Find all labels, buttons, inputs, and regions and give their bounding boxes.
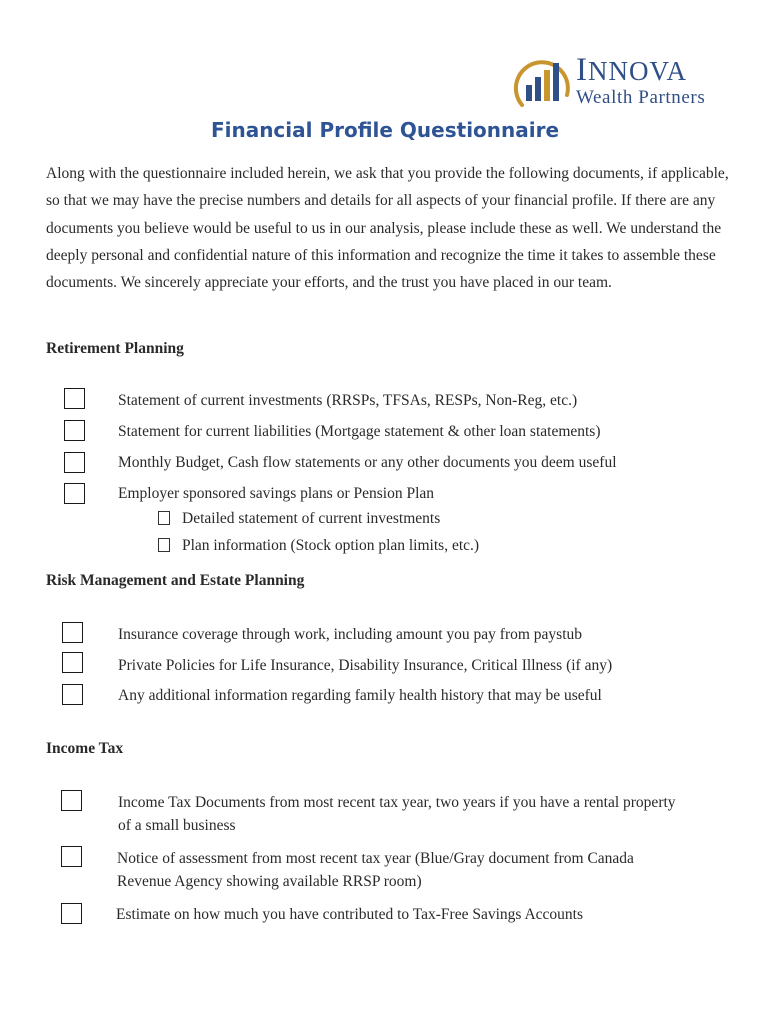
bar-chart-logo-icon: [512, 53, 574, 115]
subitem-detailed-statement: Detailed statement of current investments: [158, 510, 440, 528]
income-tax-heading: Income Tax: [46, 740, 124, 757]
item-insurance-work: Insurance coverage through work, including amount you pay from paystub: [118, 626, 583, 643]
checkbox-notice-of-assessment[interactable]: [61, 846, 82, 867]
checkbox-monthly-budget[interactable]: [64, 452, 85, 473]
intro-paragraph: Along with the questionnaire included herein, we ask that you provide the following documents, if applicable, so that we may have the precise numbers and details for all aspects of your financial profile. If there are any documents you believe would be useful to us in our analysis, please include these as well. We understand the deeply personal and confidential nature of this information and recognize the time it takes to assemble these documents. We sincerely appreciate your efforts, and the trust you have placed in our team.: [46, 165, 729, 292]
checkbox-insurance-work[interactable]: [62, 622, 83, 643]
page-title: Financial Profile Questionnaire: [210, 118, 560, 142]
checkbox-family-health[interactable]: [62, 684, 83, 705]
item-current-liabilities: Statement for current liabilities (Mortgage statement & other loan statements): [118, 423, 601, 440]
item-current-investments: Statement of current investments (RRSPs, TFSAs, RESPs, Non-Reg, etc.): [118, 392, 578, 409]
bullet-icon: [158, 511, 170, 525]
checkbox-current-investments[interactable]: [64, 388, 85, 409]
checkbox-current-liabilities[interactable]: [64, 420, 85, 441]
checkbox-employer-plans[interactable]: [64, 483, 85, 504]
innova-logo: [512, 50, 727, 118]
item-tfsa-contributions: Estimate on how much you have contributed to Tax-Free Savings Accounts: [116, 906, 583, 923]
checkbox-private-policies[interactable]: [62, 652, 83, 673]
logo-subtitle: Wealth Partners: [576, 87, 706, 108]
item-employer-plans: Employer sponsored savings plans or Pension Plan: [118, 485, 435, 502]
bullet-icon: [158, 538, 170, 552]
checkbox-income-tax-documents[interactable]: [61, 790, 82, 811]
logo-wordmark: INNOVA: [576, 52, 688, 88]
retirement-planning-heading: Retirement Planning: [46, 340, 184, 357]
item-notice-of-assessment: Notice of assessment from most recent tax year (Blue/Gray document from Canada Revenue Agency showing available RRSP room): [117, 850, 634, 890]
risk-management-heading: Risk Management and Estate Planning: [46, 572, 305, 589]
item-family-health: Any additional information regarding family health history that may be useful: [118, 687, 602, 704]
subitem-plan-information: Plan information (Stock option plan limits, etc.): [158, 537, 479, 555]
item-private-policies: Private Policies for Life Insurance, Disability Insurance, Critical Illness (if any): [118, 657, 613, 674]
item-income-tax-documents: Income Tax Documents from most recent tax year, two years if you have a rental property of a small business: [118, 794, 676, 834]
item-monthly-budget: Monthly Budget, Cash flow statements or any other documents you deem useful: [118, 454, 617, 471]
checkbox-tfsa-contributions[interactable]: [61, 903, 82, 924]
